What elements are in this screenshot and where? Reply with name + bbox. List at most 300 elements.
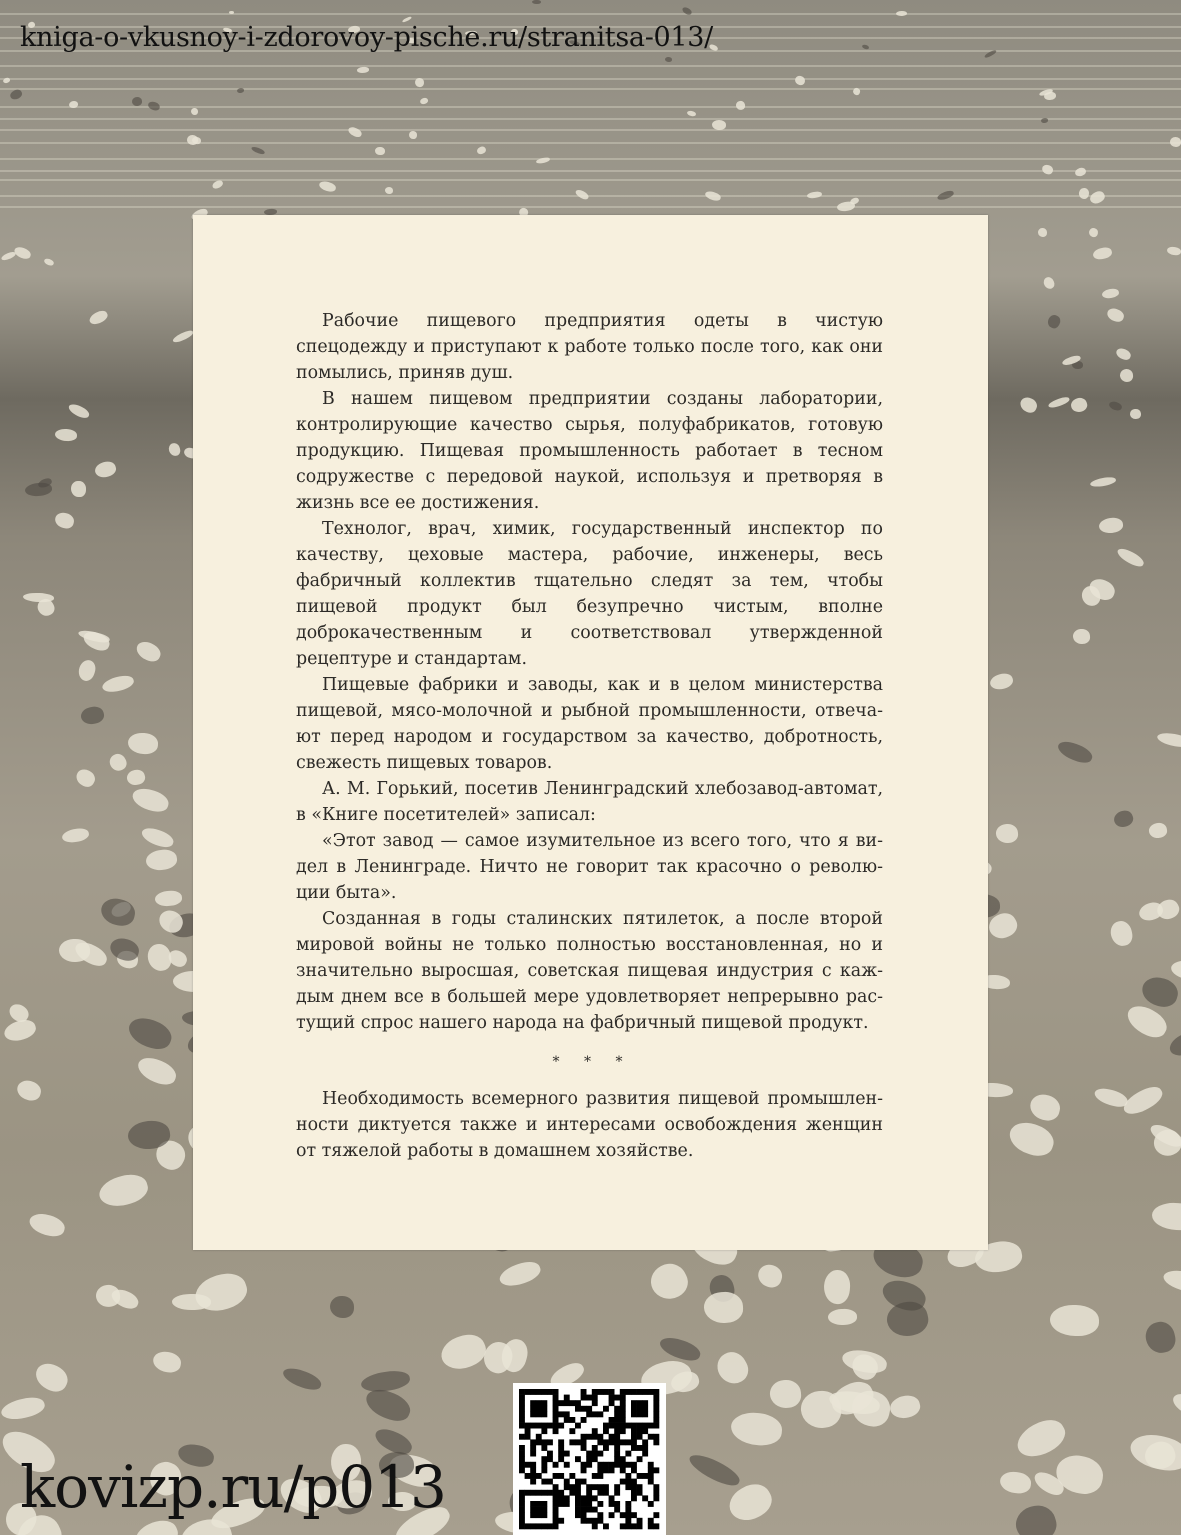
qr-module bbox=[631, 1523, 637, 1529]
bird-shape bbox=[887, 1392, 921, 1420]
bird-shape bbox=[31, 1359, 72, 1397]
qr-module bbox=[581, 1439, 587, 1445]
paragraph-7: Созданная в годы сталинских пятилеток, а после второй мировой войны не только полностью восстановленная, но и значительно выросшая, советская пищевая индустрия с каждым днем все в большей мере удовлетворяет непрерывно растущий спрос нашего народа на фабричный пищевой продукт. bbox=[296, 909, 883, 1033]
bird-shape bbox=[67, 402, 91, 420]
bird-shape bbox=[101, 673, 135, 695]
qr-module bbox=[653, 1490, 659, 1496]
qr-module bbox=[525, 1523, 531, 1529]
qr-module bbox=[525, 1428, 531, 1434]
qr-module bbox=[575, 1501, 581, 1507]
qr-module bbox=[581, 1501, 587, 1507]
qr-module bbox=[653, 1434, 659, 1440]
qr-module bbox=[631, 1484, 637, 1490]
qr-module bbox=[631, 1479, 637, 1485]
qr-module bbox=[519, 1445, 525, 1451]
qr-module bbox=[625, 1389, 631, 1395]
qr-module bbox=[564, 1451, 570, 1457]
qr-module bbox=[553, 1495, 559, 1501]
bird-shape bbox=[665, 57, 672, 62]
qr-module bbox=[603, 1389, 609, 1395]
qr-module bbox=[653, 1417, 659, 1423]
qr-module bbox=[530, 1523, 536, 1529]
qr-module bbox=[631, 1428, 637, 1434]
qr-module bbox=[597, 1512, 603, 1518]
bird-shape bbox=[1055, 738, 1094, 766]
qr-module bbox=[637, 1456, 643, 1462]
qr-module bbox=[553, 1395, 559, 1401]
bird-shape bbox=[1112, 808, 1135, 830]
qr-module bbox=[625, 1439, 631, 1445]
qr-module bbox=[530, 1451, 536, 1457]
qr-module bbox=[620, 1395, 626, 1401]
watermark-top-url[interactable]: kniga-o-vkusnoy-i-zdorovoy-pische.ru/stranitsa-013/ bbox=[20, 22, 713, 53]
qr-module bbox=[620, 1462, 626, 1468]
qr-module bbox=[547, 1490, 553, 1496]
paragraph-4: Пищевые фабрики и заводы, как и в целом министерства пищевой, мясо-молочной и рыбной промышленности, отвечают перед народом и государством за качество, добротность, свежесть пищевых товаров. bbox=[296, 675, 883, 773]
qr-module bbox=[592, 1451, 598, 1457]
qr-module bbox=[620, 1411, 626, 1417]
water-ripple bbox=[0, 206, 1181, 208]
qr-module bbox=[614, 1451, 620, 1457]
bird-shape bbox=[1128, 1430, 1181, 1474]
qr-module bbox=[575, 1507, 581, 1513]
qr-module bbox=[609, 1389, 615, 1395]
qr-module bbox=[653, 1400, 659, 1406]
qr-module bbox=[575, 1479, 581, 1485]
watermark-bottom-url[interactable]: kovizp.ru/p013 bbox=[20, 1453, 446, 1521]
bird-shape bbox=[147, 100, 160, 111]
qr-module bbox=[530, 1406, 536, 1412]
qr-module bbox=[569, 1417, 575, 1423]
bird-shape bbox=[794, 75, 806, 86]
bird-shape bbox=[1170, 137, 1181, 147]
bird-shape bbox=[1089, 476, 1116, 489]
qr-module bbox=[564, 1395, 570, 1401]
qr-module bbox=[597, 1462, 603, 1468]
qr-module bbox=[631, 1439, 637, 1445]
qr-module bbox=[637, 1434, 643, 1440]
qr-module bbox=[631, 1423, 637, 1429]
paragraph-5: А. М. Горький, посетив Ленинградский хлебозавод-автомат, в «Книге посетителей» записал: bbox=[296, 779, 883, 825]
qr-module bbox=[530, 1439, 536, 1445]
bird-shape bbox=[658, 1334, 703, 1364]
bird-shape bbox=[1037, 228, 1047, 238]
bird-shape bbox=[95, 1284, 121, 1308]
qr-module bbox=[547, 1451, 553, 1457]
qr-module bbox=[609, 1423, 615, 1429]
qr-module bbox=[530, 1467, 536, 1473]
qr-module bbox=[530, 1479, 536, 1485]
qr-module bbox=[581, 1434, 587, 1440]
qr-module bbox=[558, 1490, 564, 1496]
qr-module bbox=[569, 1484, 575, 1490]
qr-module bbox=[519, 1495, 525, 1501]
qr-module bbox=[558, 1518, 564, 1524]
qr-module bbox=[541, 1512, 547, 1518]
qr-module bbox=[625, 1451, 631, 1457]
qr-module bbox=[575, 1400, 581, 1406]
bird-shape bbox=[1040, 118, 1048, 124]
qr-module bbox=[581, 1507, 587, 1513]
qr-module bbox=[614, 1439, 620, 1445]
qr-module bbox=[541, 1445, 547, 1451]
bird-shape bbox=[1070, 396, 1090, 414]
qr-module bbox=[631, 1445, 637, 1451]
qr-module bbox=[586, 1395, 592, 1401]
qr-module bbox=[592, 1484, 598, 1490]
qr-module bbox=[553, 1406, 559, 1412]
bird-shape bbox=[61, 827, 90, 845]
bird-shape bbox=[1092, 246, 1113, 262]
bird-shape bbox=[59, 939, 91, 963]
qr-module bbox=[558, 1456, 564, 1462]
qr-module bbox=[586, 1495, 592, 1501]
qr-module bbox=[575, 1495, 581, 1501]
qr-module bbox=[519, 1512, 525, 1518]
bird-shape bbox=[1115, 347, 1132, 362]
paragraph-3: Технолог, врач, химик, государственный инспектор по качеству, цеховые мастера, рабочие, инженеры, весь фабричный коллектив тщательно следят за тем, чтобы пищевой продукт был безупречно чистым, вполне доброкачественным и соответствовал утвержденной рецептуре и стандартам. bbox=[296, 519, 883, 669]
qr-module bbox=[581, 1479, 587, 1485]
qr-module bbox=[603, 1445, 609, 1451]
paragraph-1: Рабочие пищевого предприятия одеты в чистую спецодежду и приступают к работе только после того, как они помылись, приняв душ. bbox=[296, 311, 883, 383]
qr-module bbox=[642, 1451, 648, 1457]
qr-module bbox=[592, 1445, 598, 1451]
qr-module bbox=[553, 1490, 559, 1496]
qr-module bbox=[525, 1389, 531, 1395]
bird-shape bbox=[1072, 629, 1089, 645]
bird-shape bbox=[93, 459, 118, 480]
qr-module bbox=[541, 1389, 547, 1395]
qr-module bbox=[653, 1495, 659, 1501]
qr-module bbox=[541, 1411, 547, 1417]
bird-shape bbox=[99, 896, 137, 929]
qr-module bbox=[519, 1456, 525, 1462]
qr-module bbox=[536, 1423, 542, 1429]
bird-shape bbox=[107, 751, 129, 774]
qr-module bbox=[592, 1428, 598, 1434]
qr-module bbox=[564, 1495, 570, 1501]
bird-shape bbox=[532, 0, 541, 5]
qr-module bbox=[586, 1462, 592, 1468]
qr-module bbox=[631, 1490, 637, 1496]
qr-code-icon[interactable] bbox=[513, 1383, 666, 1535]
qr-module bbox=[609, 1467, 615, 1473]
bird-shape bbox=[135, 1053, 180, 1088]
qr-module bbox=[625, 1512, 631, 1518]
qr-module bbox=[575, 1456, 581, 1462]
qr-module bbox=[564, 1484, 570, 1490]
qr-module bbox=[564, 1462, 570, 1468]
qr-module bbox=[558, 1439, 564, 1445]
qr-module bbox=[648, 1473, 654, 1479]
bird-shape bbox=[841, 1347, 888, 1375]
bird-shape bbox=[1120, 1082, 1167, 1120]
bird-shape bbox=[87, 308, 109, 327]
qr-module bbox=[592, 1523, 598, 1529]
water-ripple bbox=[0, 106, 1181, 108]
qr-module bbox=[625, 1518, 631, 1524]
qr-module bbox=[586, 1451, 592, 1457]
qr-module bbox=[620, 1428, 626, 1434]
qr-module bbox=[541, 1467, 547, 1473]
qr-module bbox=[620, 1439, 626, 1445]
qr-module bbox=[536, 1501, 542, 1507]
qr-module bbox=[586, 1456, 592, 1462]
water-ripple bbox=[0, 65, 1181, 67]
bird-shape bbox=[22, 593, 53, 603]
qr-module bbox=[586, 1484, 592, 1490]
qr-module bbox=[553, 1417, 559, 1423]
bird-shape bbox=[55, 429, 78, 442]
qr-module bbox=[536, 1512, 542, 1518]
qr-module bbox=[530, 1490, 536, 1496]
qr-module bbox=[586, 1501, 592, 1507]
qr-module bbox=[569, 1439, 575, 1445]
bird-shape bbox=[146, 942, 174, 973]
qr-module bbox=[569, 1473, 575, 1479]
qr-module bbox=[637, 1484, 643, 1490]
qr-module bbox=[625, 1423, 631, 1429]
bird-shape bbox=[375, 147, 385, 155]
qr-module bbox=[541, 1507, 547, 1513]
qr-module bbox=[519, 1389, 525, 1395]
qr-module bbox=[609, 1501, 615, 1507]
bird-shape bbox=[1012, 1501, 1061, 1535]
qr-module bbox=[553, 1484, 559, 1490]
bird-shape bbox=[1148, 822, 1169, 841]
qr-module bbox=[541, 1406, 547, 1412]
bird-shape bbox=[807, 190, 822, 199]
qr-module bbox=[653, 1389, 659, 1395]
qr-module bbox=[631, 1434, 637, 1440]
bird-shape bbox=[1151, 1202, 1181, 1231]
bird-shape bbox=[1166, 1027, 1181, 1060]
qr-module bbox=[642, 1428, 648, 1434]
bird-shape bbox=[704, 190, 721, 202]
bird-shape bbox=[96, 1169, 152, 1211]
bird-shape bbox=[71, 481, 86, 498]
qr-module bbox=[653, 1411, 659, 1417]
qr-module bbox=[553, 1411, 559, 1417]
bird-shape bbox=[823, 1269, 852, 1305]
qr-module bbox=[625, 1501, 631, 1507]
qr-module bbox=[603, 1467, 609, 1473]
qr-module bbox=[575, 1406, 581, 1412]
qr-module bbox=[653, 1439, 659, 1445]
bird-shape bbox=[1046, 313, 1063, 330]
qr-module bbox=[603, 1423, 609, 1429]
water-ripple bbox=[0, 88, 1181, 90]
qr-module bbox=[547, 1389, 553, 1395]
qr-module bbox=[586, 1518, 592, 1524]
qr-module bbox=[530, 1501, 536, 1507]
qr-module bbox=[536, 1439, 542, 1445]
qr-module bbox=[558, 1501, 564, 1507]
qr-module bbox=[586, 1490, 592, 1496]
bird-shape bbox=[1154, 896, 1181, 923]
qr-module bbox=[541, 1479, 547, 1485]
water-ripple bbox=[0, 142, 1181, 144]
bird-shape bbox=[357, 66, 369, 73]
qr-module bbox=[525, 1490, 531, 1496]
qr-module bbox=[653, 1512, 659, 1518]
qr-module bbox=[541, 1400, 547, 1406]
bird-shape bbox=[27, 1211, 67, 1240]
qr-module bbox=[592, 1389, 598, 1395]
qr-module bbox=[530, 1445, 536, 1451]
qr-module bbox=[648, 1423, 654, 1429]
qr-module bbox=[597, 1411, 603, 1417]
qr-module bbox=[558, 1423, 564, 1429]
qr-module bbox=[553, 1512, 559, 1518]
bird-shape bbox=[1170, 1390, 1181, 1418]
qr-module bbox=[569, 1428, 575, 1434]
qr-module bbox=[603, 1490, 609, 1496]
qr-module bbox=[631, 1495, 637, 1501]
qr-module bbox=[586, 1434, 592, 1440]
bird-shape bbox=[128, 732, 159, 755]
qr-module bbox=[642, 1406, 648, 1412]
bird-shape bbox=[730, 1410, 784, 1446]
qr-module bbox=[541, 1501, 547, 1507]
qr-module bbox=[614, 1462, 620, 1468]
bird-shape bbox=[1041, 164, 1054, 176]
water-ripple bbox=[0, 170, 1181, 172]
qr-module bbox=[558, 1495, 564, 1501]
bird-shape bbox=[329, 1295, 354, 1318]
bird-shape bbox=[1139, 974, 1181, 1010]
qr-module bbox=[519, 1518, 525, 1524]
qr-module bbox=[541, 1523, 547, 1529]
qr-module bbox=[536, 1406, 542, 1412]
qr-module bbox=[597, 1501, 603, 1507]
qr-module bbox=[637, 1400, 643, 1406]
bird-shape bbox=[1050, 1305, 1099, 1337]
qr-module bbox=[592, 1456, 598, 1462]
qr-module bbox=[541, 1462, 547, 1468]
paragraph-8: Необходимость всемерного развития пищевой промышленности диктуется также и интересами освобождения женщин от тяжелой работы в домашнем хозяйстве. bbox=[296, 1089, 883, 1161]
qr-module bbox=[519, 1417, 525, 1423]
qr-module bbox=[597, 1467, 603, 1473]
bird-shape bbox=[0, 1394, 47, 1423]
bird-shape bbox=[1042, 275, 1056, 290]
qr-module bbox=[609, 1495, 615, 1501]
qr-module bbox=[581, 1406, 587, 1412]
bird-shape bbox=[409, 131, 417, 139]
bird-shape bbox=[1161, 1267, 1181, 1296]
qr-module bbox=[575, 1439, 581, 1445]
qr-module bbox=[609, 1434, 615, 1440]
qr-module bbox=[581, 1462, 587, 1468]
qr-module bbox=[553, 1507, 559, 1513]
bird-shape bbox=[1108, 919, 1134, 948]
qr-module bbox=[614, 1423, 620, 1429]
bird-shape bbox=[139, 825, 175, 850]
qr-module bbox=[648, 1389, 654, 1395]
qr-module bbox=[592, 1395, 598, 1401]
water-ripple bbox=[0, 129, 1181, 131]
qr-module bbox=[575, 1490, 581, 1496]
qr-module bbox=[519, 1406, 525, 1412]
qr-module bbox=[547, 1423, 553, 1429]
bird-shape bbox=[1048, 395, 1071, 409]
qr-module bbox=[547, 1456, 553, 1462]
qr-module bbox=[603, 1439, 609, 1445]
qr-module bbox=[614, 1395, 620, 1401]
qr-module bbox=[569, 1490, 575, 1496]
qr-module bbox=[519, 1395, 525, 1401]
qr-module bbox=[642, 1389, 648, 1395]
qr-module bbox=[637, 1490, 643, 1496]
qr-module bbox=[614, 1411, 620, 1417]
qr-module bbox=[637, 1406, 643, 1412]
qr-module bbox=[614, 1428, 620, 1434]
qr-module bbox=[581, 1389, 587, 1395]
qr-module bbox=[530, 1507, 536, 1513]
qr-module bbox=[620, 1417, 626, 1423]
qr-module bbox=[614, 1406, 620, 1412]
qr-module bbox=[547, 1439, 553, 1445]
bird-shape bbox=[144, 848, 178, 873]
qr-module bbox=[558, 1473, 564, 1479]
qr-module bbox=[553, 1423, 559, 1429]
qr-module bbox=[530, 1512, 536, 1518]
bird-shape bbox=[126, 768, 147, 787]
qr-module bbox=[536, 1473, 542, 1479]
bird-shape bbox=[1088, 189, 1106, 206]
qr-module bbox=[642, 1445, 648, 1451]
qr-module bbox=[581, 1518, 587, 1524]
qr-module bbox=[642, 1473, 648, 1479]
qr-module bbox=[653, 1484, 659, 1490]
bird-shape bbox=[415, 78, 425, 88]
qr-module bbox=[541, 1439, 547, 1445]
qr-module bbox=[592, 1400, 598, 1406]
bird-shape bbox=[703, 1291, 743, 1324]
qr-module bbox=[575, 1423, 581, 1429]
qr-module bbox=[625, 1484, 631, 1490]
bird-shape bbox=[1101, 287, 1120, 300]
qr-module bbox=[536, 1523, 542, 1529]
qr-module bbox=[564, 1411, 570, 1417]
qr-module bbox=[597, 1451, 603, 1457]
bird-shape bbox=[755, 1262, 785, 1290]
qr-module bbox=[553, 1523, 559, 1529]
qr-module bbox=[564, 1501, 570, 1507]
qr-module bbox=[597, 1434, 603, 1440]
qr-module bbox=[530, 1411, 536, 1417]
qr-module bbox=[653, 1467, 659, 1473]
bird-shape bbox=[1115, 546, 1146, 570]
qr-module bbox=[597, 1484, 603, 1490]
qr-module bbox=[637, 1473, 643, 1479]
water-ripple bbox=[0, 195, 1181, 197]
qr-module bbox=[625, 1507, 631, 1513]
bird-shape bbox=[1005, 1118, 1057, 1161]
qr-module bbox=[586, 1507, 592, 1513]
bird-shape bbox=[1129, 409, 1141, 420]
qr-module bbox=[620, 1389, 626, 1395]
bird-shape bbox=[318, 180, 337, 193]
bird-shape bbox=[132, 96, 144, 107]
qr-module bbox=[581, 1495, 587, 1501]
qr-module bbox=[620, 1467, 626, 1473]
qr-module bbox=[609, 1417, 615, 1423]
bird-shape bbox=[1012, 1413, 1071, 1464]
qr-module bbox=[653, 1395, 659, 1401]
bird-shape bbox=[686, 1450, 743, 1490]
qr-module bbox=[614, 1501, 620, 1507]
